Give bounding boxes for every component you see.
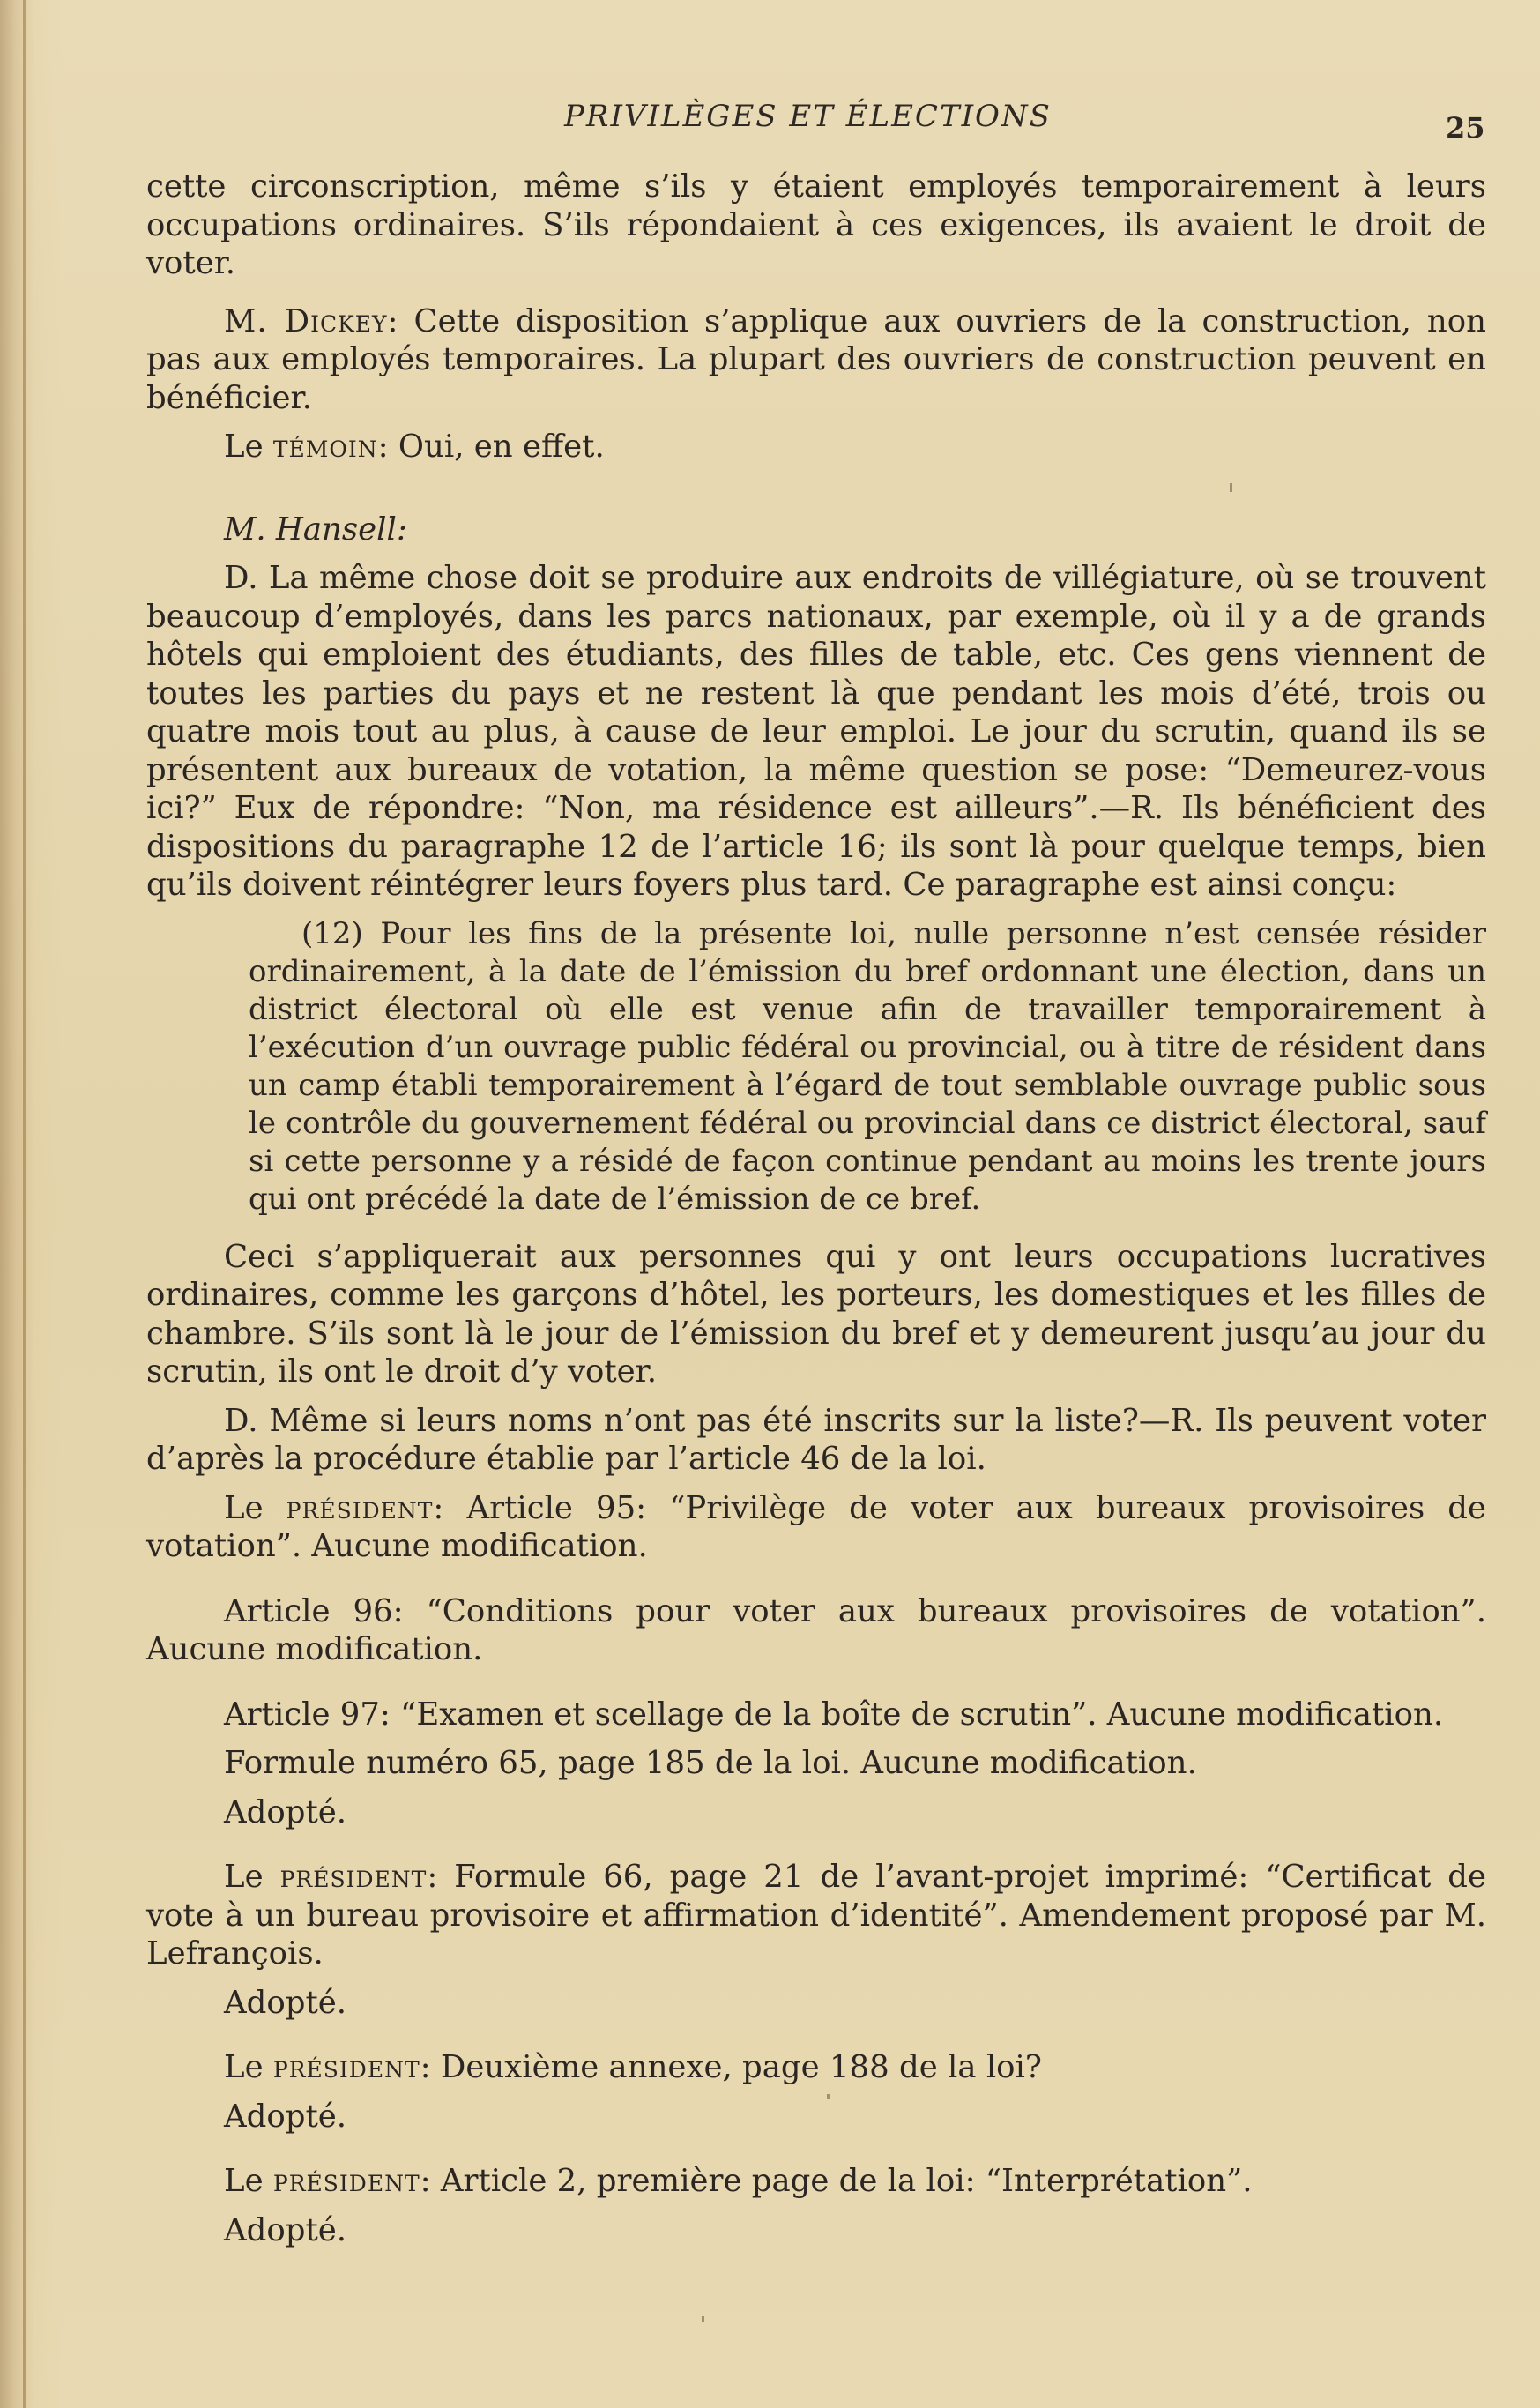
speaker-name: témoin <box>272 429 378 465</box>
speaker-name: président <box>272 2163 420 2199</box>
paragraph: Article 97: “Examen et scellage de la boîte de scrutin”. Aucune modification. <box>224 1696 1444 1733</box>
speaker-text: : Oui, en effet. <box>377 429 605 465</box>
section-speaker-heading: M. Hansell: <box>224 511 407 548</box>
paragraph: cette circonscription, même s’ils y étaient employés temporairement à leurs occupations ordinaires. S’ils répondaient à ces exigences, ils avaient le droit de voter. <box>146 168 1486 281</box>
quoted-law-paragraph <box>249 915 1486 1219</box>
paper-speck <box>1230 483 1232 492</box>
speaker-text: : Formule 66, page 21 de l’avant-projet imprimé: “Certificat de vote à un bureau provisoire et affirmation d’identité”. Amendement proposé par M. Lefrançois. <box>146 1859 1486 1972</box>
paper-speck <box>702 2316 704 2322</box>
speaker-name: M. Dickey <box>224 302 388 339</box>
paper-speck <box>827 2094 830 2099</box>
adopted-line: Adopté. <box>224 2098 347 2135</box>
paragraph-president <box>146 2162 1486 2201</box>
page-header <box>0 99 1540 143</box>
adopted-line: Adopté. <box>224 1984 347 2021</box>
paragraph-question: D. Même si leurs noms n’ont pas été inscrits sur la liste?—R. Ils peuvent voter d’après la procédure établie par l’article 46 de la loi. <box>146 1402 1486 1477</box>
body-text <box>146 168 1486 2249</box>
speaker-prefix: Le <box>224 2163 273 2199</box>
speaker-prefix: Le <box>224 1859 280 1895</box>
paragraph-president <box>146 1489 1486 1566</box>
speaker-prefix: Le <box>224 429 273 465</box>
paragraph-temoin <box>146 428 1486 466</box>
speaker-text: : Cette disposition s’applique aux ouvriers de la construction, non pas aux employés temporaires. La plupart des ouvriers de construction peuvent en bénéficier. <box>146 302 1486 416</box>
paragraph-president <box>146 1858 1486 1973</box>
speaker-text: : Article 2, première page de la loi: “Interprétation”. <box>420 2163 1253 2199</box>
paragraph-question: D. La même chose doit se produire aux endroits de villégiature, où se trouvent beaucoup d’employés, dans les parcs nationaux, par exemple, où il y a de grands hôtels qui emploient des étudiants, des filles de table, etc. Ces gens viennent de toutes les parties du pays et ne restent là que pendant les mois d’été, trois ou quatre mois tout au plus, à cause de leur emploi. Le jour du scrutin, quand ils se présentent aux bureaux de votation, la même question se pose: “Demeurez-vous ici?” Eux de répondre: “Non, ma résidence est ailleurs”.—R. Ils bénéficient des dispositions du paragraphe 12 de l’article 16; ils sont là pour quelque temps, bien qu’ils doivent réintégrer leurs foyers plus tard. Ce paragraphe est ainsi conçu: <box>146 560 1486 903</box>
binding-gutter <box>23 0 26 2408</box>
paragraph-president <box>146 2048 1486 2087</box>
adopted-line: Adopté. <box>224 2211 347 2248</box>
adopted-line: Adopté. <box>224 1793 347 1830</box>
speaker-text: : Deuxième annexe, page 188 de la loi? <box>420 2049 1042 2085</box>
paragraph: Article 96: “Conditions pour voter aux bureaux provisoires de votation”. Aucune modification. <box>146 1592 1486 1667</box>
page-number: 25 <box>1446 111 1485 145</box>
speaker-text: : Article 95: “Privilège de voter aux bureaux provisoires de votation”. Aucune modification. <box>146 1489 1486 1564</box>
paragraph: Formule numéro 65, page 185 de la loi. Aucune modification. <box>224 1745 1197 1781</box>
paragraph: Ceci s’appliquerait aux personnes qui y ont leurs occupations lucratives ordinaires, comme les garçons d’hôtel, les porteurs, les domestiques et les filles de chambre. S’ils sont là le jour de l’émission du bref et y demeurent jusqu’au jour du scrutin, ils ont le droit d’y voter. <box>146 1238 1486 1390</box>
speaker-name: président <box>272 2049 420 2085</box>
speaker-name: président <box>286 1489 434 1526</box>
running-title: PRIVILÈGES ET ÉLECTIONS <box>564 99 1052 134</box>
quote-text: (12) Pour les fins de la présente loi, nulle personne n’est censée résider ordinairement, à la date de l’émission du bref ordonnant une élection, dans un district électoral où elle est venue afin de travailler temporairement à l’exécution d’un ouvrage public fédéral ou provincial, ou à titre de résident dans un camp établi temporairement à l’égard de tout semblable ouvrage public sous le contrôle du gouvernement fédéral ou provincial dans ce district électoral, sauf si cette personne y a résidé de façon continue pendant au moins les trente jours qui ont précédé la date de l’émission de ce bref. <box>249 915 1486 1217</box>
speaker-prefix: Le <box>224 1489 286 1526</box>
speaker-name: président <box>279 1859 428 1895</box>
speaker-prefix: Le <box>224 2049 273 2085</box>
paragraph-dickey <box>146 302 1486 418</box>
